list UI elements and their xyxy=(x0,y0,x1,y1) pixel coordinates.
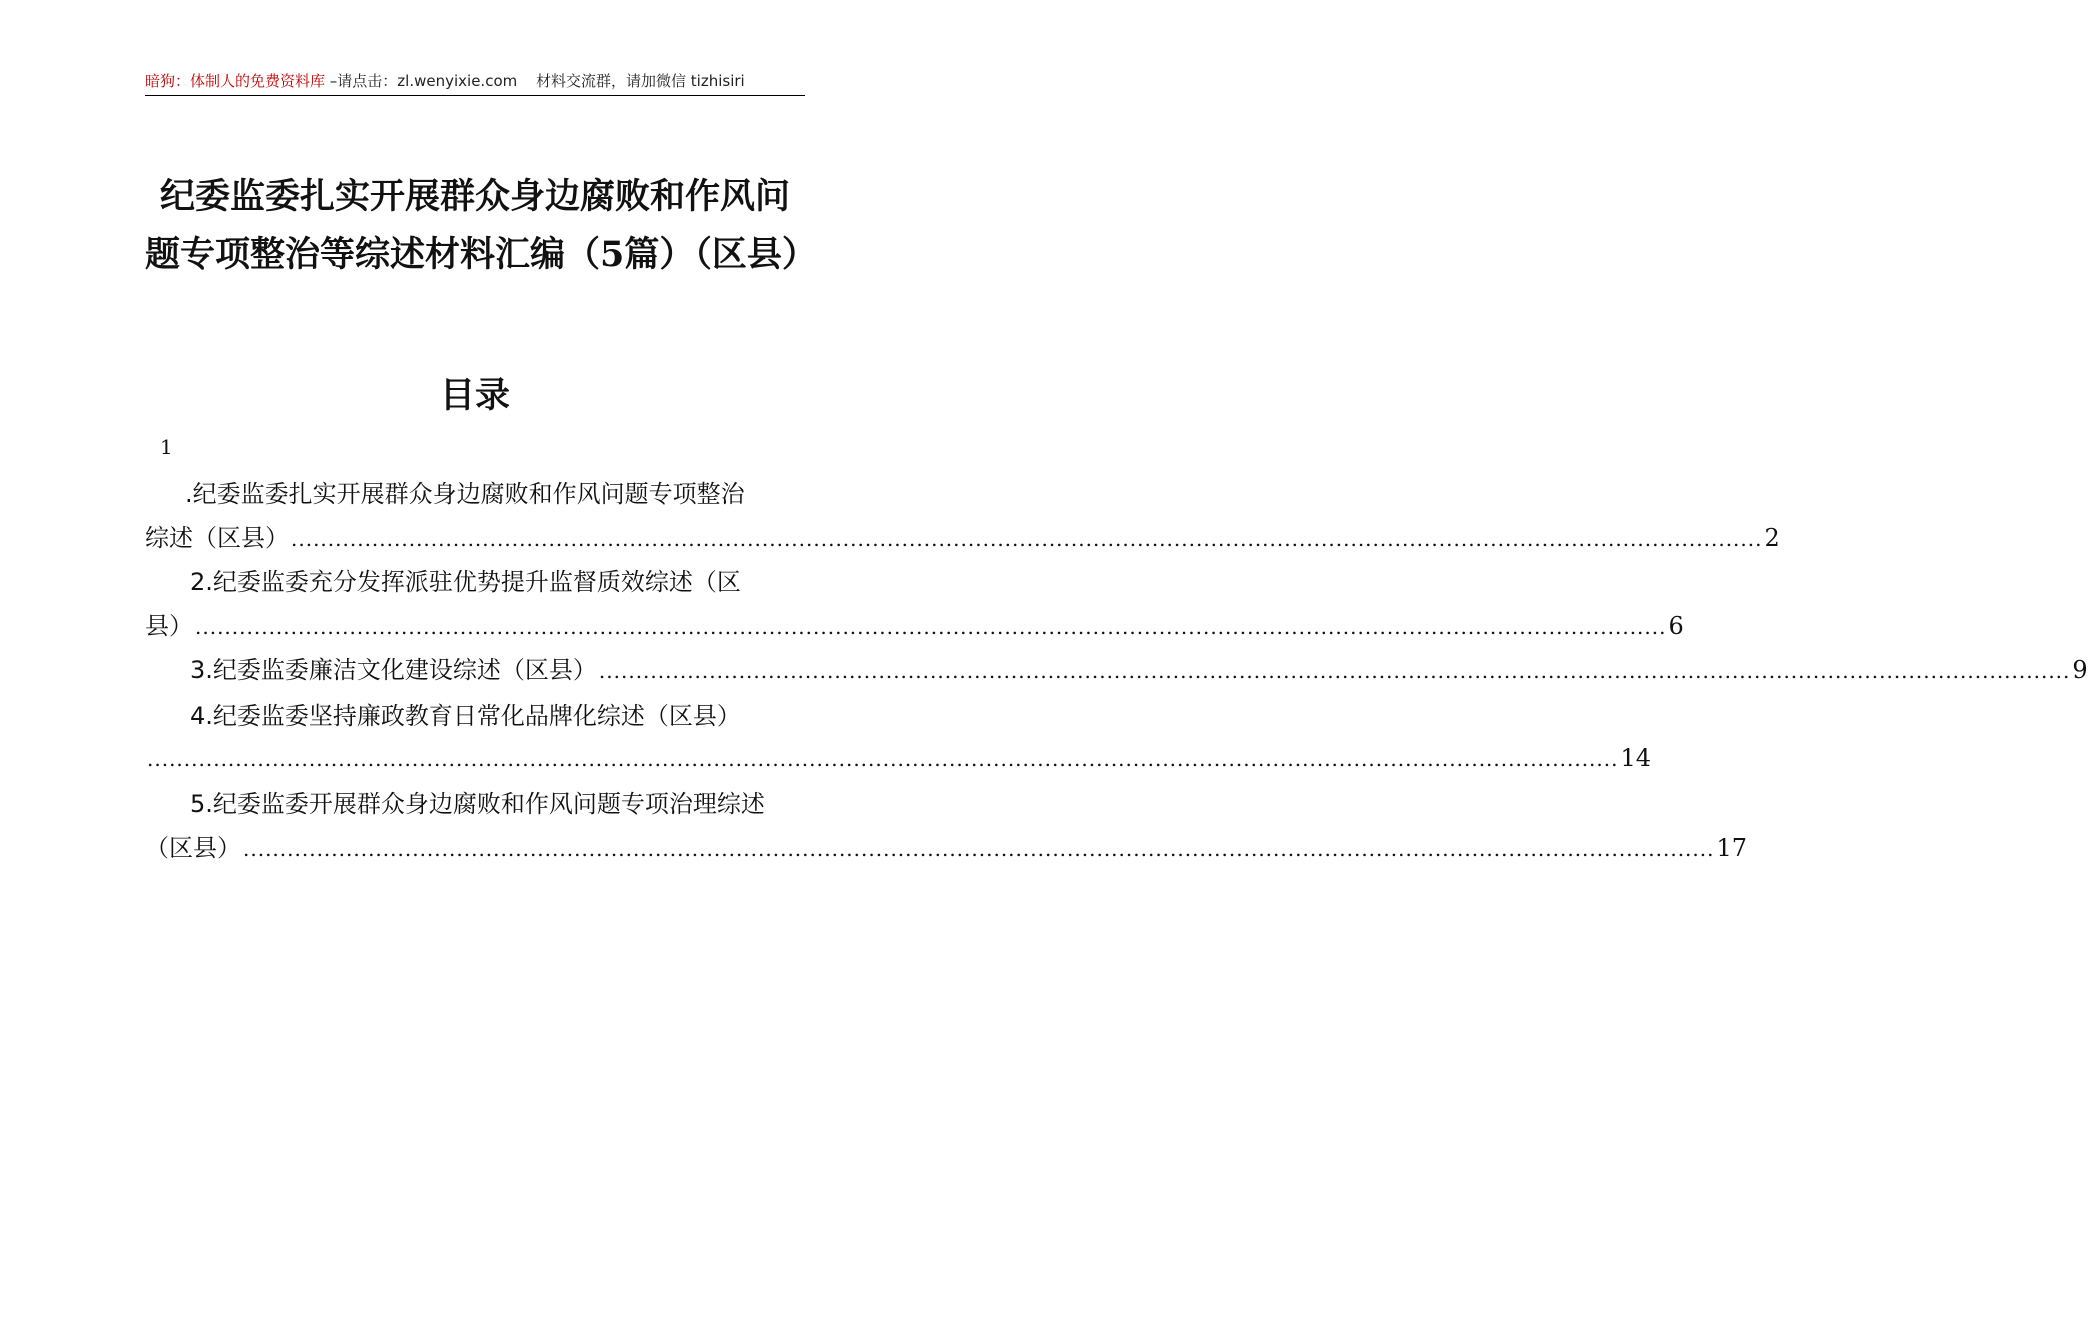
header-wechat: 材料交流群，请加微信 tizhisiri xyxy=(536,72,745,90)
toc-entry-2-line1[interactable] xyxy=(190,562,805,602)
toc-entry-5-line2[interactable] xyxy=(145,828,1748,868)
toc-entry-3-text: 3.纪委监委廉洁文化建设综述（区县） xyxy=(190,656,597,684)
toc-leader-dots: ........................................................................................................................................................................................................ xyxy=(195,615,1667,639)
toc-entry-5-page: 17 xyxy=(1716,834,1748,862)
toc-leader-dots: ........................................................................................................................................................................................................ xyxy=(243,837,1715,861)
toc-entry-4-line2[interactable] xyxy=(145,738,1652,778)
toc-entry-2-page: 6 xyxy=(1668,612,1684,640)
toc-entry-2-text: 2.纪委监委充分发挥派驻优势提升监督质效综述（区 xyxy=(190,568,741,596)
header-divider xyxy=(145,95,805,96)
toc-entry-1-page: 2 xyxy=(1764,524,1780,552)
toc-entry-2-text-cont: 县） xyxy=(145,612,193,640)
toc-entry-4-text: 4.纪委监委坚持廉政教育日常化品牌化综述（区县） xyxy=(190,702,741,730)
toc-entry-1-line2[interactable] xyxy=(145,518,1780,558)
toc-entry-3-page: 9 xyxy=(2072,656,2088,684)
toc-entry-1-line1[interactable] xyxy=(185,474,805,514)
toc-entry-5-text: 5.纪委监委开展群众身边腐败和作风问题专项治理综述 xyxy=(190,790,765,818)
toc-first-number: 1 xyxy=(160,435,173,459)
document-title: 纪委监委扎实开展群众身边腐败和作风问题专项整治等综述材料汇编（5篇）（区县） xyxy=(145,176,817,275)
toc-leader-dots: ........................................................................................................................................................................................................ xyxy=(291,527,1763,551)
toc-entry-3[interactable] xyxy=(190,650,2088,690)
toc-entry-1-text-cont: 综述（区县） xyxy=(145,524,289,552)
toc-entry-5-text-cont: （区县） xyxy=(145,834,241,862)
header-link[interactable]: –请点击：zl.wenyixie.com xyxy=(329,72,518,90)
toc-entry-4-page: 14 xyxy=(1620,744,1652,772)
toc-entry-2-line2[interactable] xyxy=(145,606,1684,646)
toc-leader-dots: ........................................................................................................................................................................................................ xyxy=(598,659,2071,683)
toc-entry-4-line1[interactable] xyxy=(190,696,805,736)
toc-leader-dots: ........................................................................................................................................................................................................ xyxy=(147,747,1619,771)
header-brand: 暗狗：体制人的免费资料库 xyxy=(145,72,326,90)
toc-entry-1-text: .纪委监委扎实开展群众身边腐败和作风问题专项整治 xyxy=(185,480,745,508)
toc-entry-5-line1[interactable] xyxy=(190,784,805,824)
page-header xyxy=(145,70,805,94)
toc-heading: 目录 xyxy=(439,375,510,416)
